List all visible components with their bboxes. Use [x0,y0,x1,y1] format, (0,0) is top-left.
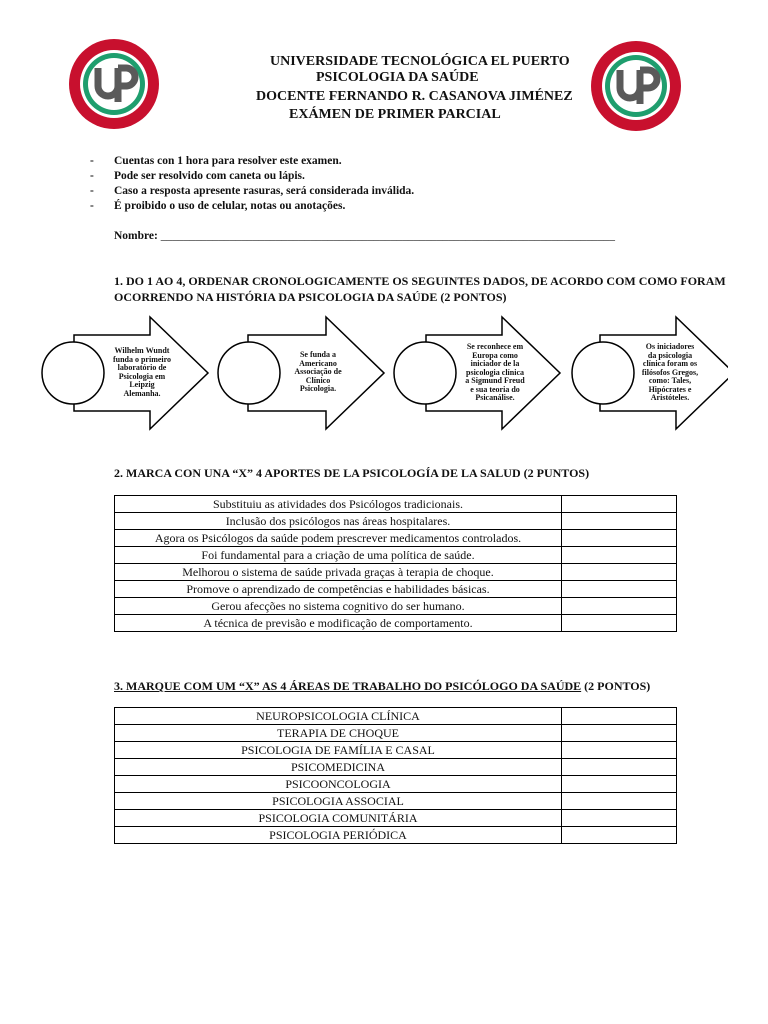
header-teacher: DOCENTE FERNANDO R. CASANOVA JIMÉNEZ [256,89,573,104]
answer-box[interactable] [562,598,677,615]
arrow-text-3: Se reconhece em Europa como iniciador de la psicologia clínica a Sigmund Freud e sua teoria do Psicanálise. [465,342,525,402]
order-circle-3 [394,342,456,404]
rule-item: - É proibido o uso de celular, notas ou anotações. [90,200,346,212]
table-row [115,742,677,759]
table-row [115,581,677,598]
answer-box[interactable] [562,513,677,530]
arrow-text-2: Se funda a Americano Associação de Clínico Psicologia. [294,350,342,393]
header-university: UNIVERSIDADE TECNOLÓGICA EL PUERTO [270,54,570,69]
order-circle-1 [42,342,104,404]
option-label: PSICOLOGIA PERIÓDICA [115,827,562,844]
table-row [115,725,677,742]
question-1-title: 1. DO 1 AO 4, ORDENAR CRONOLOGICAMENTE OS SEGUINTES DADOS, DE ACORDO COM COMO FORAM [114,274,726,288]
question-2-table [114,495,677,632]
question-3-title [114,679,650,694]
rule-item: - Pode ser resolvido com caneta ou lápis. [90,170,305,182]
option-label: PSICOLOGIA COMUNITÁRIA [115,810,562,827]
answer-box[interactable] [562,810,677,827]
option-label: PSICOLOGIA ASSOCIAL [115,793,562,810]
table-row [115,827,677,844]
answer-box[interactable] [562,547,677,564]
option-label: A técnica de previsão e modificação de comportamento. [115,615,562,632]
answer-box[interactable] [562,581,677,598]
name-label: Nombre: [114,230,158,242]
answer-box[interactable] [562,496,677,513]
option-label: Agora os Psicólogos da saúde podem prescrever medicamentos controlados. [115,530,562,547]
answer-box[interactable] [562,564,677,581]
answer-box[interactable] [562,742,677,759]
option-label: Promove o aprendizado de competências e habilidades básicas. [115,581,562,598]
option-label: Foi fundamental para a criação de uma política de saúde. [115,547,562,564]
table-row [115,496,677,513]
question-3-table [114,707,677,844]
order-circle-2 [218,342,280,404]
question-3-title-rest: (2 PONTOS) [581,679,651,693]
table-row [115,776,677,793]
option-label: PSICOLOGIA DE FAMÍLIA E CASAL [115,742,562,759]
table-row [115,810,677,827]
table-row [115,759,677,776]
answer-box[interactable] [562,708,677,725]
table-row [115,708,677,725]
name-line[interactable]: _______________________________________________________________________________ [160,230,615,242]
option-label: NEUROPSICOLOGIA CLÍNICA [115,708,562,725]
arrow-text-1: Wilhelm Wundt funda o primeiro laboratório de Psicologia em Leipzig Alemanha. [112,346,172,398]
table-row [115,793,677,810]
table-row [115,615,677,632]
answer-box[interactable] [562,759,677,776]
table-row [115,513,677,530]
answer-box[interactable] [562,725,677,742]
rule-item: - Caso a resposta apresente rasuras, será considerada inválida. [90,185,415,197]
option-label: PSICOMEDICINA [115,759,562,776]
option-label: Gerou afecções no sistema cognitivo do ser humano. [115,598,562,615]
question-1-subtitle: OCORRENDO NA HISTÓRIA DA PSICOLOGIA DA SAÚDE (2 PONTOS) [114,290,507,304]
order-circle-4 [572,342,634,404]
answer-box[interactable] [562,776,677,793]
option-label: Inclusão dos psicólogos nas áreas hospitalares. [115,513,562,530]
answer-box[interactable] [562,827,677,844]
rule-item: - Cuentas con 1 hora para resolver este examen. [90,155,342,167]
question-3-title-underlined: 3. MARQUE COM UM “X” AS 4 ÁREAS DE TRABALHO DO PSICÓLOGO DA SAÚDE [114,679,582,693]
answer-box[interactable] [562,530,677,547]
option-label: Melhorou o sistema de saúde privada graças à terapia de choque. [115,564,562,581]
table-row [115,598,677,615]
header-course: PSICOLOGIA DA SAÚDE [316,70,479,85]
table-row [115,547,677,564]
question-2-title: 2. MARCA CON UNA “X” 4 APORTES DE LA PSICOLOGÍA DE LA SALUD (2 PUNTOS) [114,466,590,480]
option-label: Substituiu as atividades dos Psicólogos tradicionais. [115,496,562,513]
table-row [115,564,677,581]
header-exam: EXÁMEN DE PRIMER PARCIAL [289,107,501,122]
name-field[interactable] [114,230,615,242]
answer-box[interactable] [562,793,677,810]
university-logo-right [590,40,682,132]
answer-box[interactable] [562,615,677,632]
option-label: TERAPIA DE CHOQUE [115,725,562,742]
timeline-arrows [38,315,728,440]
arrow-text-4: Os iniciadores da psicologia clínica foram os filósofos Gregos, como: Tales, Hipócrates e Aristóteles. [641,342,699,402]
option-label: PSICOONCOLOGIA [115,776,562,793]
table-row [115,530,677,547]
university-logo-left [68,38,160,130]
